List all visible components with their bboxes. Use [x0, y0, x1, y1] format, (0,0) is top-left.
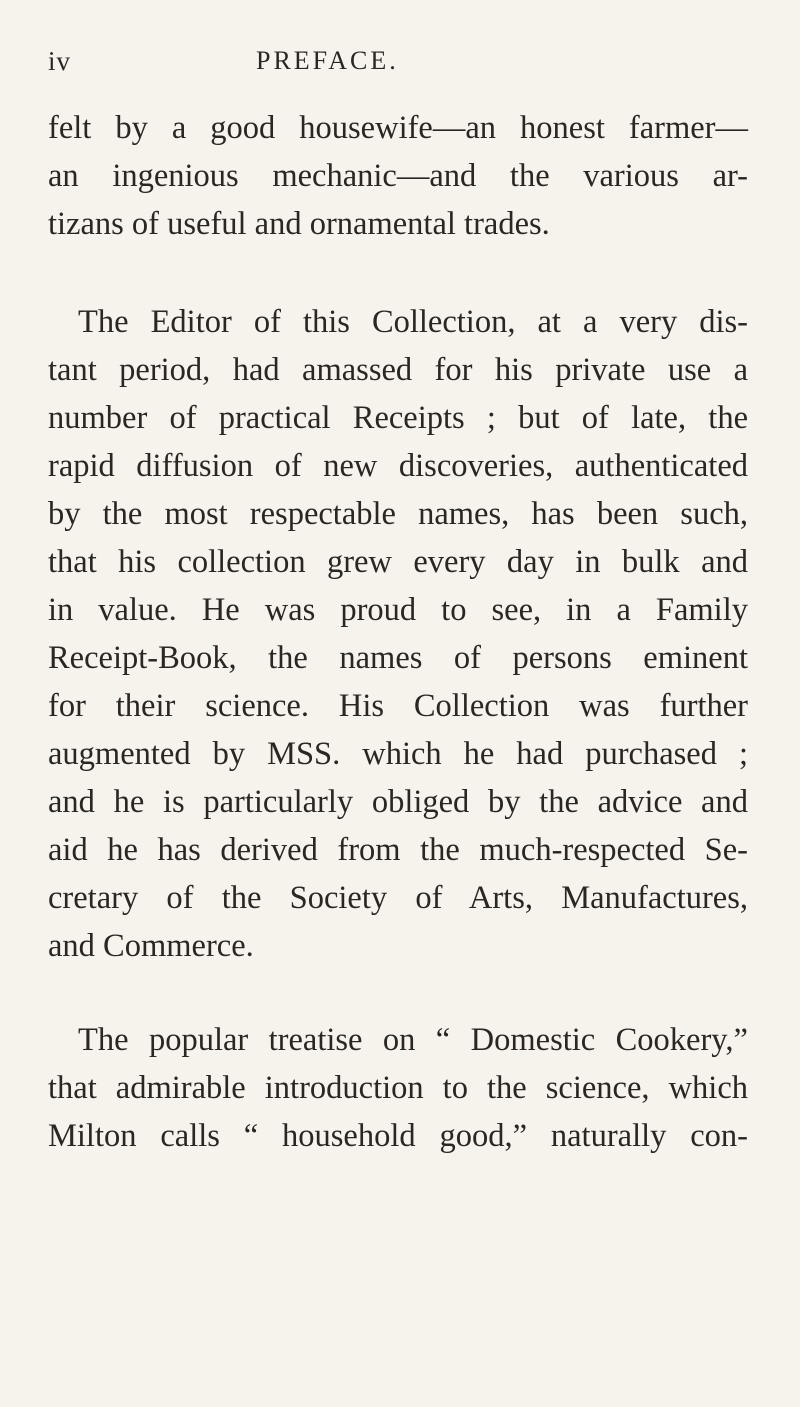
text-line: tizans of useful and ornamental trades.	[48, 206, 550, 242]
text-line: and Commerce.	[48, 928, 254, 964]
text-line: in value. He was proud to see, in a Family	[48, 592, 748, 628]
text-line: that admirable introduction to the science, which	[48, 1070, 748, 1106]
text-line: by the most respectable names, has been such,	[48, 496, 748, 532]
page-header	[48, 46, 748, 86]
paragraph	[48, 1016, 748, 1160]
text-line: Receipt-Book, the names of persons eminent	[48, 640, 748, 676]
text-line: an ingenious mechanic—and the various ar-	[48, 158, 748, 194]
paragraph	[48, 298, 748, 970]
running-head: PREFACE.	[256, 46, 399, 75]
text-line: aid he has derived from the much-respected Se-	[48, 832, 748, 868]
text-line: for their science. His Collection was further	[48, 688, 748, 724]
text-line: and he is particularly obliged by the advice and	[48, 784, 748, 820]
text-line: that his collection grew every day in bulk and	[48, 544, 748, 580]
text-line: The Editor of this Collection, at a very dis-	[78, 304, 748, 340]
text-line: cretary of the Society of Arts, Manufactures,	[48, 880, 748, 916]
paragraph	[48, 104, 748, 248]
text-line: number of practical Receipts ; but of late, the	[48, 400, 748, 436]
text-line: The popular treatise on “ Domestic Cookery,”	[78, 1022, 748, 1058]
text-line: Milton calls “ household good,” naturally con-	[48, 1118, 748, 1154]
text-line: augmented by MSS. which he had purchased ;	[48, 736, 748, 772]
page-number: iv	[48, 46, 72, 76]
text-line: rapid diffusion of new discoveries, authenticated	[48, 448, 748, 484]
body-text	[48, 104, 748, 1160]
text-line: tant period, had amassed for his private use a	[48, 352, 748, 388]
text-line: felt by a good housewife—an honest farmer—	[48, 110, 748, 146]
